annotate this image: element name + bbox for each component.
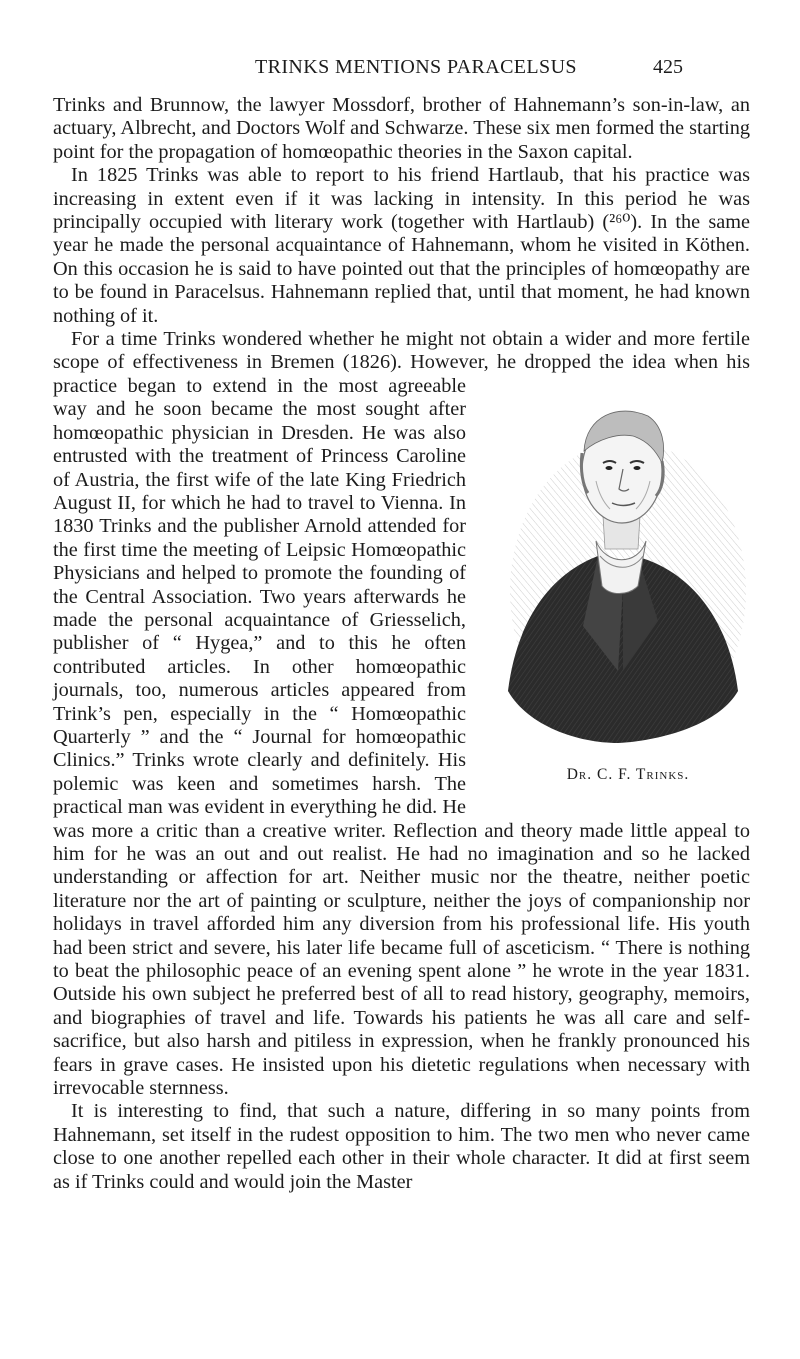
running-title: TRINKS MENTIONS PARACELSUS [255,56,577,78]
paragraph-3-continuation: idea when his practice began to extend in the most agreeable way and he soon became the most sought after homœopathic physician in Dresden. He was also entrusted with the treatment of Princess Caroline of Austria, the first wife of the late King Friedrich August II, for which he had to travel to Vienna. In 1830 Trinks and the publisher Arnold attended for the first time the meeting of Leipsic Homœopathic Physicians and helped to promote the founding of the Central Association. Two years afterwards he made the personal acquaintance of Griesselich, publisher of “ Hygea,” and to this he often contributed articles. In other homœopathic journals, too, numerous articles appeared from Trink’s pen, especially in the “ Homœopathic Quarterly ” and the “ Journal for homœopathic Clinics.” Trinks wrote clearly and definitely. His polemic was keen and sometimes harsh. The practical man was evident in everything he did. He was more a critic than a creative writer. Reflection and theory made little appeal to him for he was an out and out realist. He had no imagination and so he lacked understanding or affection for art. Neither music nor the theatre, neither poetic literature nor the art of painting or sculpture, neither the joys of companionship nor holidays in travel afforded him any diversion from his professional life. His youth had been strict and severe, his later life became full of asceticism. “ There is nothing to beat the philosophic peace of an evening spent alone ” he wrote in the year 1831. Outside his own subject he preferred best of all to read history, geography, memoirs, and biographies of travel and life. Towards his patients he was all care and self-sacrifice, but also harsh and pitiless in expression, when he frankly pronounced his fears in grave cases. He insisted upon his dietetic regulations when necessary with irrevocable sternness. [53,351,750,1100]
paragraph-1: Trinks and Brunnow, the lawyer Mossdorf, brother of Hahnemann’s son-in-law, an actuary, Albrecht, and Doctors Wolf and Schwarze. These six men formed the starting point for the propagation of homœopathic theories in the Saxon capital. [53,94,750,163]
page-number: 425 [653,56,683,78]
paragraph-2: In 1825 Trinks was able to report to his friend Hartlaub, that his practice was increasing in extent even if it was lacking in intensity. In this period he was principally occupied with literary work (together with Hartlaub) (²⁶⁰). In the same year he made the personal acquaintance of Hahnemann, whom he visited in Köthen. On this occasion he is said to have pointed out that the principles of homœopathy are to be found in Paracelsus. Hahnemann replied that, until that moment, he had known nothing of it. [53,164,750,327]
paragraph-4: It is interesting to find, that such a nature, differing in so many points from Hahnemann, set itself in the rudest opposition to him. The two men who never came close to one another repelled each other in their whole character. It did at first seem as if Trinks could and would join the Master [53,1100,750,1193]
portrait-figure [488,381,750,811]
portrait-caption: Dr. C. F. Trinks. [566,765,690,783]
paragraph-3 [53,328,750,1100]
portrait-engraving-icon [488,381,750,761]
paragraph-3-opening: For a time Trinks wondered whether he might not obtain a wider and more fertile scope of effectiveness in Bremen (1826). However, he dropped the [53,328,750,374]
body-text [53,94,750,1194]
